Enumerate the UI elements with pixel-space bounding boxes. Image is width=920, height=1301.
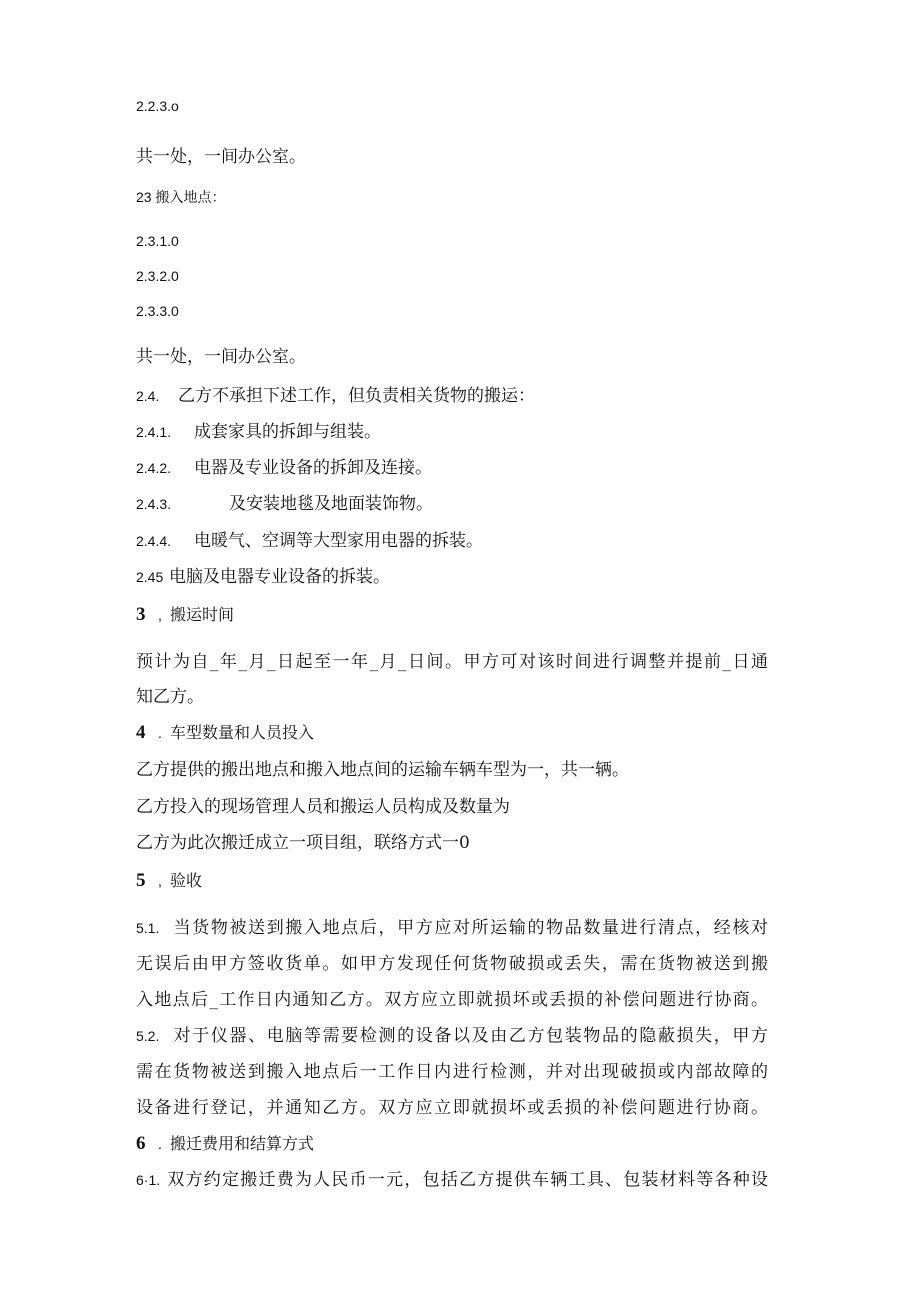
clause-2-3-1: 2.3.1.0 [136,233,179,249]
clause-text: 电脑及电器专业设备的拆装。 [169,567,390,587]
section-title: 车型数量和人员投入 [170,723,315,742]
clause-number: 2.4.3. [136,496,172,512]
section-3-heading [136,603,234,627]
clause-5-2-line-3: 设备进行登记，并通知乙方。双方应立即就损坏或丢损的补偿问题进行协商。 [136,1098,768,1118]
section-separator: . [158,1136,162,1152]
clause-text: 乙方不承担下述工作，但负责相关货物的搬运： [178,386,535,406]
clause-6-1-line-1 [136,1168,768,1192]
clause-2-4-1 [136,420,381,444]
clause-2-4 [136,384,535,408]
section-4-body-line-1: 乙方提供的搬出地点和搬入地点间的运输车辆车型为一，共一辆。 [136,760,629,780]
clause-5-2-line-1 [136,1024,768,1048]
section-number: 5 [136,870,146,891]
section-separator: , [158,607,162,623]
office-count-line-2: 共一处，一间办公室。 [136,347,306,367]
clause-number: 2.45 [136,569,164,585]
clause-5-1-line-2: 无误后由甲方签收货单。如甲方发现任何货物破损或丢失，需在货物被送到搬 [136,954,768,974]
clause-2-4-5 [136,565,390,589]
section-3-body-line-1: 预计为自_年_月_日起至一年_月_日间。甲方可对该时间进行调整并提前_日通 [136,652,768,672]
move-in-location-text: 23 搬入地点： [136,189,226,205]
clause-2-2-3: 2.2.3.o [136,98,179,114]
clause-2-3-3: 2.3.3.0 [136,303,179,319]
section-separator: . [158,725,162,741]
clause-number: 2.4.2. [136,460,172,476]
section-5-heading [136,869,202,893]
clause-text: 及安装地毯及地面装饰物。 [229,494,433,514]
section-number: 4 [136,722,146,743]
clause-2-4-4 [136,529,483,553]
clause-text: 成套家具的拆卸与组装。 [194,422,381,442]
clause-number: 2.4.1. [136,424,172,440]
clause-number: 6·1. [136,1172,161,1188]
section-number: 3 [136,604,146,625]
clause-text: 电器及专业设备的拆卸及连接。 [194,458,432,478]
clause-number: 2.4. [136,388,160,404]
office-count-line-1: 共一处，一间办公室。 [136,147,306,167]
clause-number: 5.1. [136,920,160,936]
clause-2-3-2: 2.3.2.0 [136,268,179,284]
section-separator: , [158,873,162,889]
clause-number: 2.4.4. [136,533,172,549]
section-4-heading [136,721,314,745]
section-4-body-line-2: 乙方投入的现场管理人员和搬运人员构成及数量为 [136,797,510,817]
clause-5-1-line-1 [136,916,768,940]
section-number: 6 [136,1133,146,1154]
clause-text: 双方约定搬迁费为人民币一元，包括乙方提供车辆工具、包装材料等各种设 [166,1170,768,1190]
clause-text: 电暖气、空调等大型家用电器的拆装。 [194,531,483,551]
move-in-location-heading [136,185,225,209]
section-4-body-line-3: 乙方为此次搬迁成立一项目组，联络方式一0 [136,833,470,853]
clause-5-1-line-3: 入地点后_工作日内通知乙方。双方应立即就损坏或丢损的补偿问题进行协商。 [136,990,768,1010]
clause-text: 当货物被送到搬入地点后，甲方应对所运输的物品数量进行清点，经核对 [172,918,768,938]
section-6-heading [136,1132,314,1156]
section-title: 搬迁费用和结算方式 [170,1134,315,1153]
clause-2-4-2 [136,456,432,480]
clause-5-2-line-2: 需在货物被送到搬入地点后一工作日内进行检测，并对出现破损或内部故障的 [136,1062,768,1082]
clause-text: 对于仪器、电脑等需要检测的设备以及由乙方包装物品的隐蔽损失，甲方 [172,1026,768,1046]
clause-2-4-3 [136,492,433,516]
section-title: 验收 [170,871,203,890]
section-title: 搬运时间 [170,605,235,624]
section-3-body-line-2: 知乙方。 [136,687,204,707]
clause-number: 5.2. [136,1028,160,1044]
